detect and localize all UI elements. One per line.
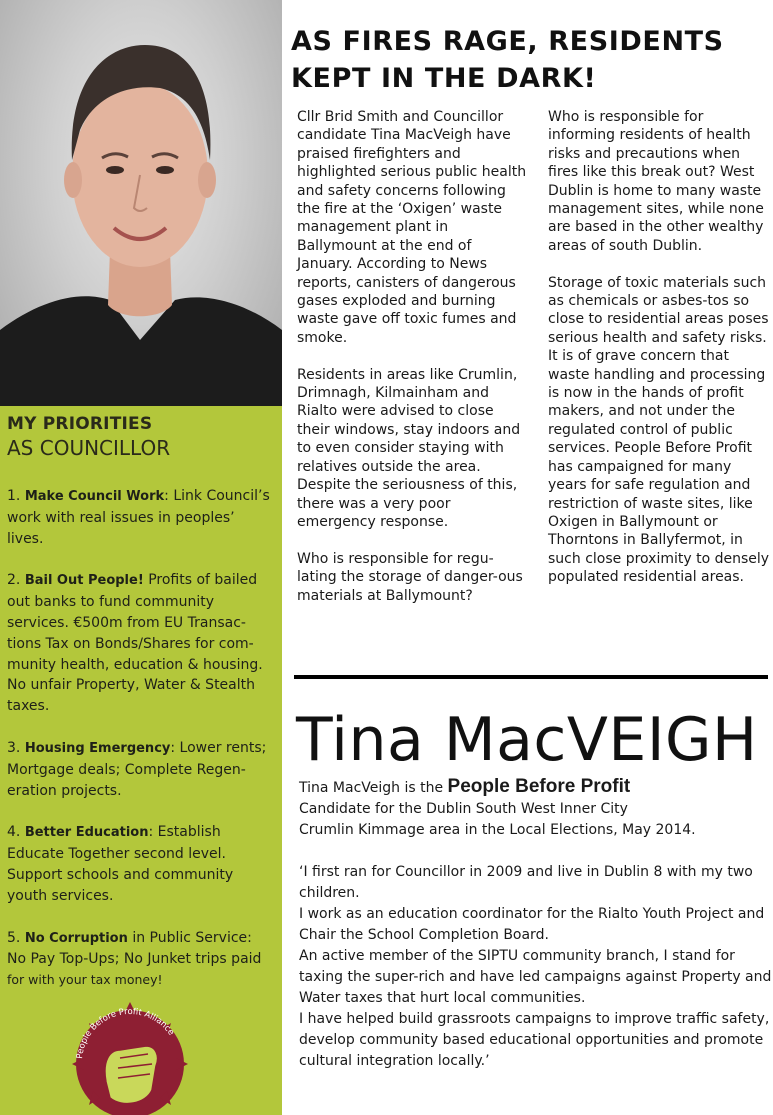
article-headline	[291, 23, 771, 97]
article-column-left	[297, 108, 529, 623]
priority-text: Profits of bailed out banks to fund community services. €500m from EU Transac-tions Tax on Bonds/Shares for com-munity health, education & housing. No unfair Property, Water & Stealth taxes.	[7, 572, 263, 715]
priority-number: 2.	[7, 572, 21, 589]
candidate-quote	[299, 862, 773, 1072]
quote-line: An active member of the SIPTU community branch, I stand for taxing the super-rich and have led campaigns against Property and Water taxes that hurt local communities.	[299, 948, 772, 1006]
priority-text: in Public Service: No Pay Top-Ups; No Junket trips paid	[7, 929, 262, 968]
priorities-heading-bold: MY PRIORITIES	[7, 414, 153, 434]
candidate-intro	[299, 776, 773, 841]
logo-text: People Before Profit Alliance	[75, 1006, 176, 1060]
candidate-name: Tina MacVEIGH	[296, 705, 758, 775]
priority-text: : Link Council’s work with real issues in peoples’ lives.	[7, 488, 270, 547]
article-paragraph: Who is responsible for regu-lating the storage of danger-ous materials at Ballymount?	[297, 550, 523, 604]
priority-item	[7, 738, 275, 801]
candidate-bio	[299, 776, 773, 1072]
quote-line: I work as an education coordinator for the Rialto Youth Project and Chair the School Completion Board.	[299, 906, 765, 943]
priority-text: : Establish Educate Together second level. Support schools and community youth services.	[7, 824, 234, 904]
party-logo	[62, 1000, 198, 1115]
intro-prefix: Tina MacVeigh is the	[299, 780, 448, 796]
article-paragraph: Who is responsible for informing residents of health risks and precautions when fires like this break out? West Dublin is home to many waste management sites, while none are based in the other wealthy areas of south Dublin.	[548, 109, 764, 254]
party-name: People Before Profit	[447, 776, 631, 797]
article-column-right	[548, 108, 773, 605]
priorities-heading-sub: AS COUNCILLOR	[7, 436, 171, 460]
candidate-photo	[0, 0, 282, 406]
quote-line: ‘I first ran for Councillor in 2009 and live in Dublin 8 with my two children.	[299, 864, 753, 901]
intro-line-3: Crumlin Kimmage area in the Local Elections, May 2014.	[299, 822, 696, 838]
quote-line: I have helped build grassroots campaigns to improve traffic safety, develop community based educational opportunities and promote cultural integration locally.’	[299, 1011, 770, 1069]
article-paragraph: Cllr Brid Smith and Councillor candidate Tina MacVeigh have praised firefighters and highlighted serious public health and safety concerns following the fire at the ‘Oxigen’ waste management plant in Ballymount at the end of January. According to News reports, canisters of dangerous gases exploded and burning waste gave off toxic fumes and smoke.	[297, 109, 527, 346]
priorities-list	[7, 486, 275, 1012]
article-paragraph: Residents in areas like Crumlin, Drimnagh, Kilmainham and Rialto were advised to close their windows, stay indoors and to even consider staying with relatives outside the area. Despite the seriousness of this, there was a very poor emergency response.	[297, 366, 521, 530]
priority-item	[7, 486, 275, 549]
priority-number: 4.	[7, 824, 21, 841]
section-divider	[294, 675, 768, 679]
priority-title: Make Council Work	[24, 489, 165, 504]
fist-logo-icon	[62, 1000, 198, 1115]
priority-text: : Lower rents; Mortgage deals; Complete Regen-eration projects.	[7, 739, 267, 799]
priority-title: Housing Emergency	[24, 740, 171, 756]
priority-title: Better Education	[24, 825, 149, 841]
sidebar	[0, 0, 282, 1115]
priority-number: 1.	[7, 488, 21, 504]
priority-number: 5.	[7, 929, 21, 946]
headline-line-1: AS FIRES RAGE, RESIDENTS	[291, 26, 724, 57]
priority-text-tail: for with your tax money!	[7, 972, 163, 988]
priority-item	[7, 570, 275, 717]
priorities-heading	[7, 414, 277, 460]
priority-title: Bail Out People!	[24, 573, 144, 589]
priority-item	[7, 928, 275, 991]
priority-number: 3.	[7, 739, 21, 756]
priority-item	[7, 822, 275, 906]
headline-line-2: KEPT IN THE DARK!	[291, 63, 597, 94]
priority-title: No Corruption	[24, 930, 128, 946]
portrait-illustration	[0, 0, 282, 406]
article-paragraph: Storage of toxic materials such as chemicals or asbes-tos so close to residential areas poses serious health and safety risks. It is of grave concern that waste handling and processing is now in the hands of profit makers, and not under the regulated control of public services. People Before Profit has campaigned for many years for safe regulation and restriction of waste sites, like Oxigen in Ballymount or Thorntons in Ballyfermot, in such close proximity to densely populated residential areas.	[548, 274, 770, 586]
intro-line-2: Candidate for the Dublin South West Inner City	[299, 801, 628, 817]
